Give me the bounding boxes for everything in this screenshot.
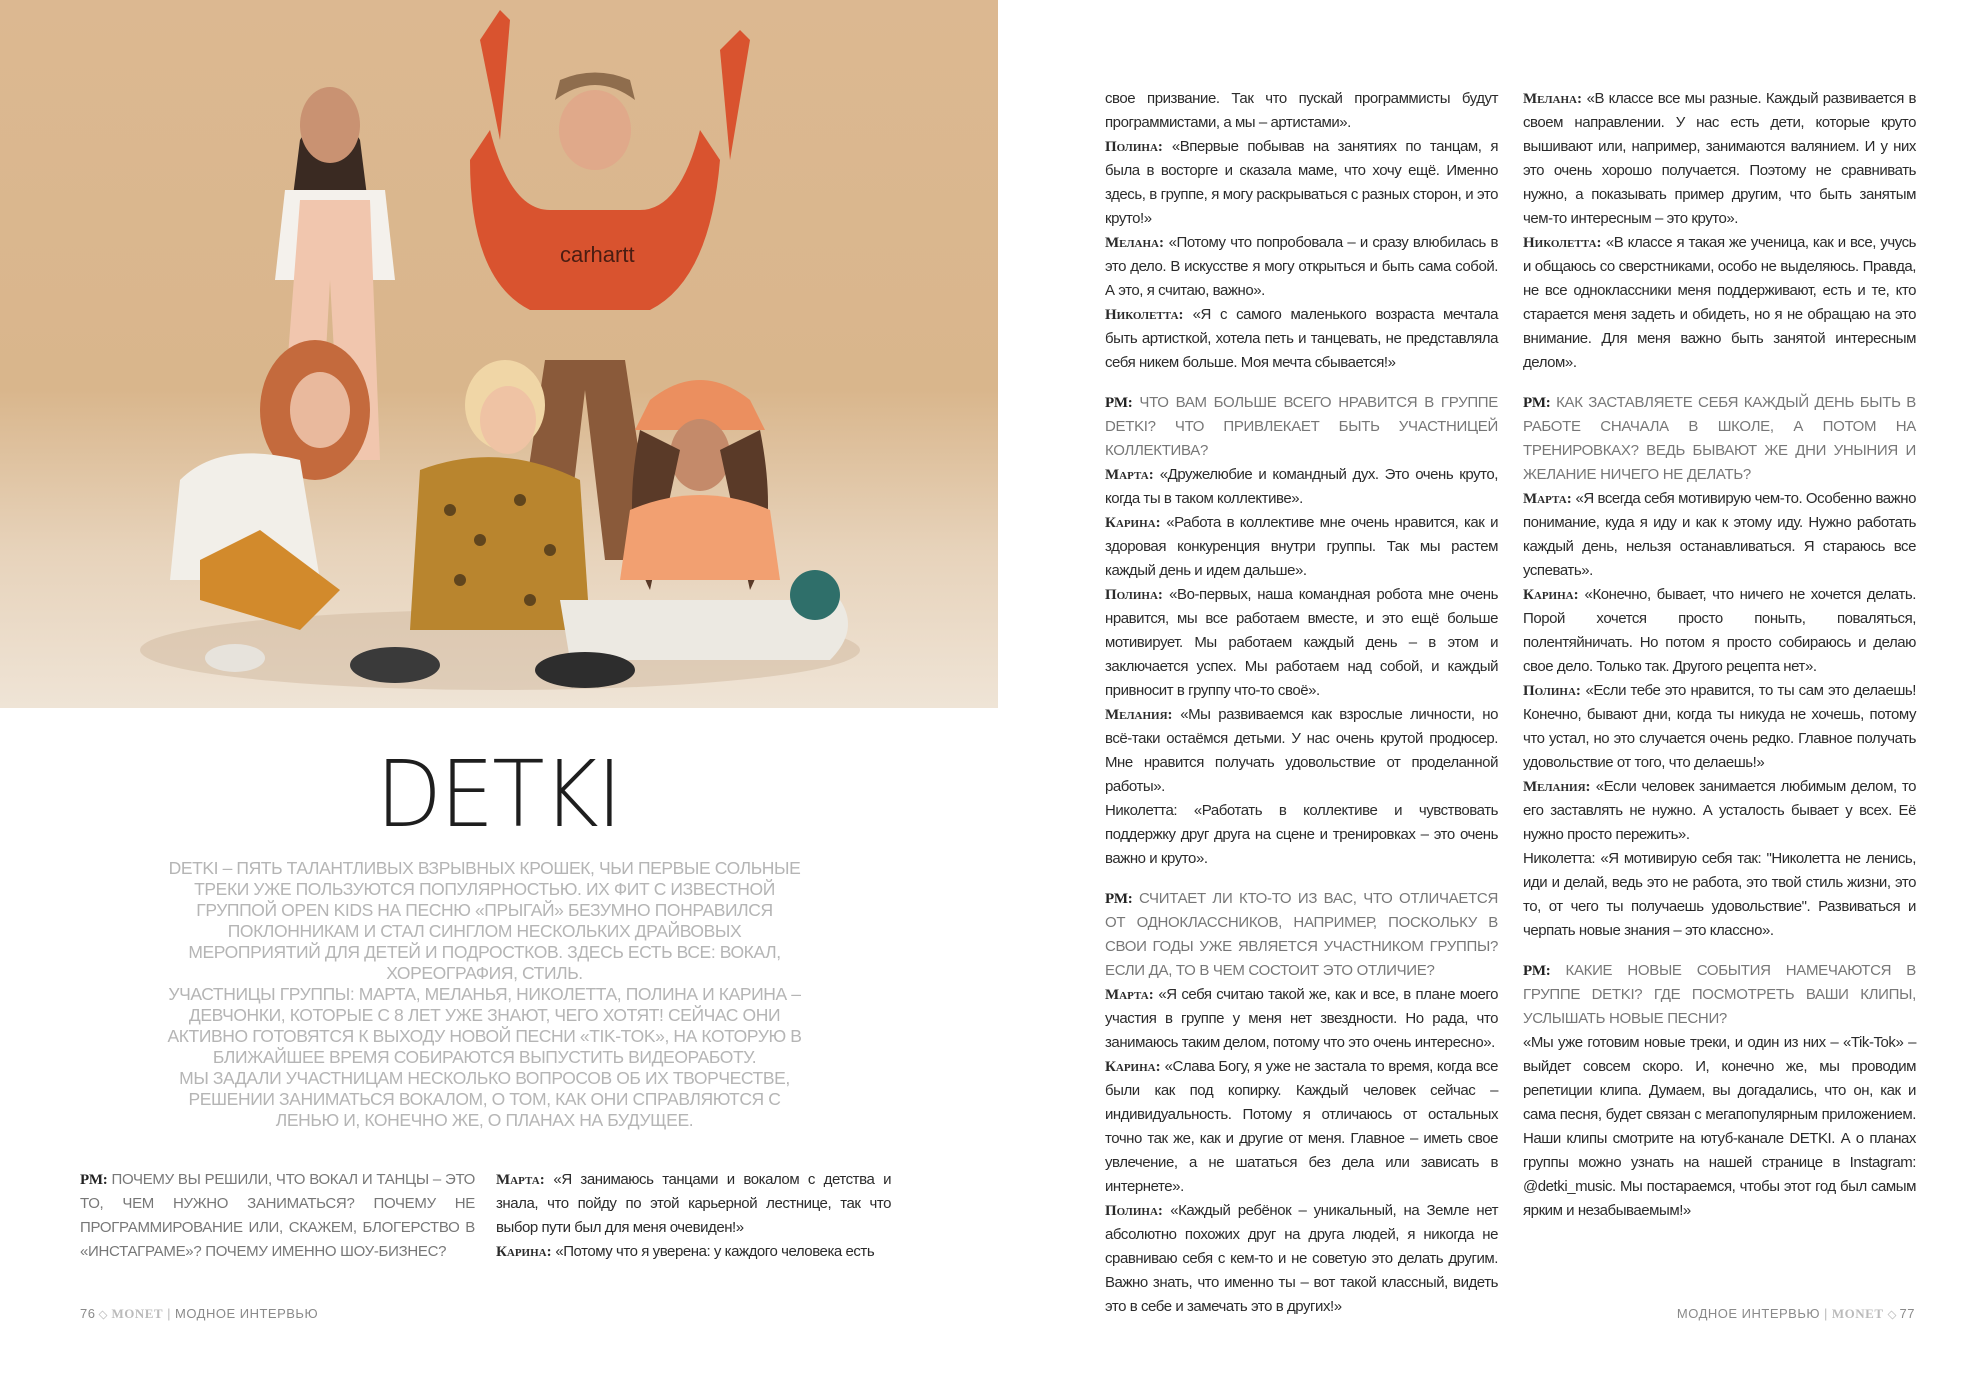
column-1 bbox=[80, 1168, 475, 1264]
pm-label: PM: bbox=[1523, 395, 1551, 411]
speaker-name: Марта: bbox=[1105, 467, 1154, 483]
answer bbox=[1105, 135, 1498, 231]
answer bbox=[1105, 303, 1498, 375]
question-4 bbox=[1523, 391, 1916, 487]
pm-label: PM: bbox=[1105, 395, 1133, 411]
question-text: ЧТО ВАМ БОЛЬШЕ ВСЕГО НРАВИТСЯ В ГРУППЕ DETKI? ЧТО ПРИВЛЕКАЕТ БЫТЬ УЧАСТНИЦЕЙ КОЛЛЕКТИВА? bbox=[1105, 394, 1498, 459]
answer bbox=[1105, 703, 1498, 799]
separator: | bbox=[167, 1306, 171, 1321]
question-text: ПОЧЕМУ ВЫ РЕШИЛИ, ЧТО ВОКАЛ И ТАНЦЫ – ЭТО ТО, ЧЕМ НУЖНО ЗАНИМАТЬСЯ? ПОЧЕМУ НЕ ПРОГРАММИРОВАНИЕ ИЛИ, СКАЖЕМ, БЛОГЕРСТВО В «ИНСТАГРАМЕ»? ПОЧЕМУ ИМЕННО ШОУ-БИЗНЕС? bbox=[80, 1171, 475, 1260]
speaker-name: Марта: bbox=[1105, 987, 1154, 1003]
answer-text: «Потому что я уверена: у каждого человека есть bbox=[555, 1243, 875, 1260]
answer bbox=[1523, 775, 1916, 847]
answer bbox=[1523, 87, 1916, 231]
group-photo-illustration bbox=[0, 0, 998, 708]
answer: Николетта: «Работать в коллективе и чувствовать поддержку друг друга на сцене и тренировках – это очень важно и круто». bbox=[1105, 802, 1498, 867]
speaker-name: Полина: bbox=[1105, 139, 1163, 155]
answer bbox=[1105, 463, 1498, 511]
pm-label: PM: bbox=[80, 1172, 108, 1188]
answer bbox=[496, 1240, 891, 1264]
answer-text: «Каждый ребёнок – уникальный, на Земле нет абсолютно похожих друг на друга людей, я никогда не сравниваю себя с кем-то и не советую это делать другим. Важно знать, что именно ты – вот такой классный, видеть это в себе и замечать это в других!» bbox=[1105, 1202, 1499, 1315]
answer-text: «Потому что попробовала – и сразу влюбилась в это дело. В искусстве я могу открыться и быть сама собой. А это, я считаю, важно». bbox=[1105, 234, 1498, 299]
answer-text: «Впервые побывав на занятиях по танцам, я была в восторге и сказала маме, что хочу ещё. Именно здесь, в группе, я могу раскрываться с разных сторон, и это круто!» bbox=[1105, 138, 1499, 227]
section-name: МОДНОЕ ИНТЕРВЬЮ bbox=[174, 1306, 319, 1321]
separator: | bbox=[1824, 1306, 1828, 1321]
diamond-icon bbox=[99, 1310, 108, 1319]
answer-text: «Слава Богу, я уже не застала то время, когда все были как под копирку. Каждый человек сейчас – индивидуальность. Потому я отличаюсь от остальных точно так же, как и другие от меня. Главное – иметь свое увлечение, а не шататься без дела или зависать в интернете». bbox=[1105, 1058, 1498, 1195]
answer: Николетта: «Я мотивирую себя так: "Николетта не ленись, иди и делай, ведь это не работа, это твой стиль жизни, это то, от чего ты получаешь удовольствие". Развиваться и черпать новые знания – это классно». bbox=[1523, 850, 1916, 939]
question-1 bbox=[80, 1168, 475, 1264]
speaker-name: Мелана: bbox=[1523, 91, 1582, 107]
section-name: МОДНОЕ ИНТЕРВЬЮ bbox=[1676, 1306, 1821, 1321]
speaker-name: Карина: bbox=[1105, 515, 1161, 531]
answer-text: «Работа в коллективе мне очень нравится, как и здоровая конкуренция внутри группы. Так мы растем каждый день и идем дальше». bbox=[1105, 514, 1498, 579]
question-text: СЧИТАЕТ ЛИ КТО-ТО ИЗ ВАС, ЧТО ОТЛИЧАЕТСЯ ОТ ОДНОКЛАССНИКОВ, НАПРИМЕР, ПОСКОЛЬКУ В СВОИ ГОДЫ УЖЕ ЯВЛЯЕТСЯ УЧАСТНИКОМ ГРУППЫ? ЕСЛИ ДА, ТО В ЧЕМ СОСТОИТ ЭТО ОТЛИЧИЕ? bbox=[1105, 890, 1498, 979]
footer-right bbox=[1677, 1306, 1915, 1322]
footer-left bbox=[80, 1306, 318, 1322]
pm-label: PM: bbox=[1105, 891, 1133, 907]
hoodie-print: carhartt bbox=[560, 242, 635, 267]
answer-text: «Я занимаюсь танцами и вокалом с детства и знала, что пойду по этой карьерной лестнице, так что выбор пути был для меня очевиден!» bbox=[496, 1171, 892, 1236]
answer bbox=[1105, 583, 1498, 703]
answer-text: «Мы развиваемся как взрослые личности, но всё-таки остаёмся детьми. У нас очень крутой продюсер. Мне нравится получать удовольствие от проделанной работы». bbox=[1105, 706, 1498, 795]
article-lede bbox=[162, 858, 807, 1131]
lede-paragraph: УЧАСТНИЦЫ ГРУППЫ: МАРТА, МЕЛАНЬЯ, НИКОЛЕТТА, ПОЛИНА И КАРИНА – ДЕВЧОНКИ, КОТОРЫЕ С 8 ЛЕТ УЖЕ ЗНАЮТ, ЧЕГО ХОТЯТ! СЕЙЧАС ОНИ АКТИВНО ГОТОВЯТСЯ К ВЫХОДУ НОВОЙ ПЕСНИ «TIK-TOK», НА КОТОРУЮ В БЛИЖАЙШЕЕ ВРЕМЯ СОБИРАЮТСЯ ВЫПУСТИТЬ ВИДЕОРАБОТУ. bbox=[167, 984, 802, 1067]
answer-text: «Дружелюбие и командный дух. Это очень круто, когда ты в таком коллективе». bbox=[1105, 466, 1499, 507]
lede-paragraph: МЫ ЗАДАЛИ УЧАСТНИЦАМ НЕСКОЛЬКО ВОПРОСОВ ОБ ИХ ТВОРЧЕСТВЕ, РЕШЕНИИ ЗАНИМАТЬСЯ ВОКАЛОМ, О ТОМ, КАК ОНИ СПРАВЛЯЮТСЯ С ЛЕНЬЮ И, КОНЕЧНО ЖЕ, О ПЛАНАХ НА БУДУЩЕЕ. bbox=[179, 1068, 790, 1130]
answer-text: «Во-первых, наша командная робота мне очень нравится, мы все работаем вместе, и это ещё больше мотивирует. Мы работаем каждый день – в этом и заключается успех. Мы работаем над собой, и каждый привносит в группу что-то своё». bbox=[1105, 586, 1499, 699]
pm-label: PM: bbox=[1523, 963, 1551, 979]
answer-text: «В классе я такая же ученица, как и все, учусь и общаюсь со сверстниками, особо не выделяюсь. Правда, не все одноклассники меня поддерживают, есть и те, кто старается меня задеть и обидеть, но я не обращаю на это внимание. Для меня важно быть занятой интересным делом». bbox=[1523, 234, 1917, 371]
article-title: DETKI bbox=[376, 741, 621, 848]
answer-text: «В классе все мы разные. Каждый развивается в своем направлении. У нас есть дети, которые круто вышивают или, например, занимаются валянием. И у них это очень хорошо получается. Поэтому не сравнивать нужно, а показывать пример другим, что быть занятым чем-то интересным – это круто». bbox=[1523, 90, 1916, 227]
diamond-icon bbox=[1887, 1310, 1896, 1319]
speaker-name: Карина: bbox=[1523, 587, 1579, 603]
speaker-name: Карина: bbox=[496, 1244, 552, 1260]
answer bbox=[1523, 679, 1916, 775]
answer bbox=[1523, 231, 1916, 375]
speaker-name: Полина: bbox=[1523, 683, 1581, 699]
answer bbox=[1105, 983, 1498, 1055]
answer bbox=[1105, 1055, 1498, 1199]
question-text: КАК ЗАСТАВЛЯЕТЕ СЕБЯ КАЖДЫЙ ДЕНЬ БЫТЬ В РАБОТЕ СНАЧАЛА В ШКОЛЕ, А ПОТОМ НА ТРЕНИРОВКАХ? ВЕДЬ БЫВАЮТ ЖЕ ДНИ УНЫНИЯ И ЖЕЛАНИЕ НИЧЕГО НЕ ДЕЛАТЬ? bbox=[1523, 394, 1916, 483]
answer-text: «Я себя считаю такой же, как и все, в плане моего участия в группе у меня нет звездности. Но рада, что занимаюсь таким делом, потому что это очень интересно». bbox=[1105, 986, 1499, 1051]
magazine-name: MONET bbox=[111, 1306, 164, 1321]
speaker-name: Полина: bbox=[1105, 587, 1163, 603]
question-text: КАКИЕ НОВЫЕ СОБЫТИЯ НАМЕЧАЮТСЯ В ГРУППЕ DETKI? ГДЕ ПОСМОТРЕТЬ ВАШИ КЛИПЫ, УСЛЫШАТЬ НОВЫЕ ПЕСНИ? bbox=[1523, 962, 1916, 1027]
page-number: 76 bbox=[80, 1306, 96, 1321]
speaker-name: Карина: bbox=[1105, 1059, 1161, 1075]
speaker-name: Мелания: bbox=[1105, 707, 1173, 723]
group-photo bbox=[0, 0, 998, 708]
answer-text: «Я всегда себя мотивирую чем-то. Особенно важно понимание, куда я иду и как к этому иду. Нужно работать каждый день, нельзя останавливаться. Я стараюсь все успевать». bbox=[1523, 490, 1916, 579]
answer-text: «Конечно, бывает, что ничего не хочется делать. Порой хочется просто поныть, поваляться, полентяйничать. Но потом я просто собираюсь и делаю свое дело. Только так. Другого рецепта нет». bbox=[1523, 586, 1916, 675]
question-5 bbox=[1523, 959, 1916, 1031]
answer bbox=[496, 1168, 891, 1240]
speaker-name: Николетта: bbox=[1105, 307, 1184, 323]
speaker-name: Мелана: bbox=[1105, 235, 1164, 251]
answer bbox=[1105, 511, 1498, 583]
answer-text: «Я с самого маленького возраста мечтала быть артисткой, хотела петь и танцевать, не представляла себя никем больше. Моя мечта сбывается!» bbox=[1105, 306, 1499, 371]
lede-paragraph: DETKI – ПЯТЬ ТАЛАНТЛИВЫХ ВЗРЫВНЫХ КРОШЕК, ЧЬИ ПЕРВЫЕ СОЛЬНЫЕ ТРЕКИ УЖЕ ПОЛЬЗУЮТСЯ ПОПУЛЯРНОСТЬЮ. ИХ ФИТ С ИЗВЕСТНОЙ ГРУППОЙ OPEN KIDS НА ПЕСНЮ «ПРЫГАЙ» БЕЗУМНО ПОНРАВИЛСЯ ПОКЛОННИКАМ И СТАЛ СИНГЛОМ НЕСКОЛЬКИХ ДРАЙВОВЫХ МЕРОПРИЯТИЙ ДЛЯ ДЕТЕЙ И ПОДРОСТКОВ. ЗДЕСЬ ЕСТЬ ВСЕ: ВОКАЛ, ХОРЕОГРАФИЯ, СТИЛЬ. bbox=[168, 858, 801, 983]
answer bbox=[1105, 231, 1498, 303]
speaker-name: Полина: bbox=[1105, 1203, 1163, 1219]
speaker-name: Николетта: bbox=[1523, 235, 1602, 251]
page-number: 77 bbox=[1899, 1306, 1915, 1321]
answer-continuation: свое призвание. Так что пускай программисты будут программистами, а мы – артистами». bbox=[1105, 90, 1498, 131]
question-3 bbox=[1105, 887, 1498, 983]
speaker-name: Марта: bbox=[496, 1172, 545, 1188]
answer: «Мы уже готовим новые треки, и один из них – «Tik-Tok» – выйдет совсем скоро. И, конечно же, мы проводим репетиции клипа. Думаем, вы догадались, что он, как и сама песня, будет связан с мегапопулярным приложением. Наши клипы смотрите на ютуб-канале DETKI. А о планах группы можно узнать на нашей странице в Instagram: @detki_music. Мы постараемся, чтобы этот год был самым ярким и незабываемым!» bbox=[1523, 1034, 1916, 1219]
answer bbox=[1105, 1199, 1498, 1319]
column-4 bbox=[1523, 87, 1916, 1223]
speaker-name: Мелания: bbox=[1523, 779, 1591, 795]
question-2 bbox=[1105, 391, 1498, 463]
column-2 bbox=[496, 1168, 891, 1264]
answer bbox=[1523, 583, 1916, 679]
answer-text: «Если тебе это нравится, то ты сам это делаешь! Конечно, бывают дни, когда ты никуда не хочешь, потому что устал, но это случается очень редко. Главное получать удовольствие от того, что делаешь!» bbox=[1523, 682, 1916, 771]
magazine-name: MONET bbox=[1831, 1306, 1884, 1321]
column-3 bbox=[1105, 87, 1498, 1319]
answer-text: «Если человек занимается любимым делом, то его заставлять не нужно. А усталость бывает у всех. Её нужно просто пережить». bbox=[1523, 778, 1917, 843]
answer bbox=[1523, 487, 1916, 583]
speaker-name: Марта: bbox=[1523, 491, 1572, 507]
